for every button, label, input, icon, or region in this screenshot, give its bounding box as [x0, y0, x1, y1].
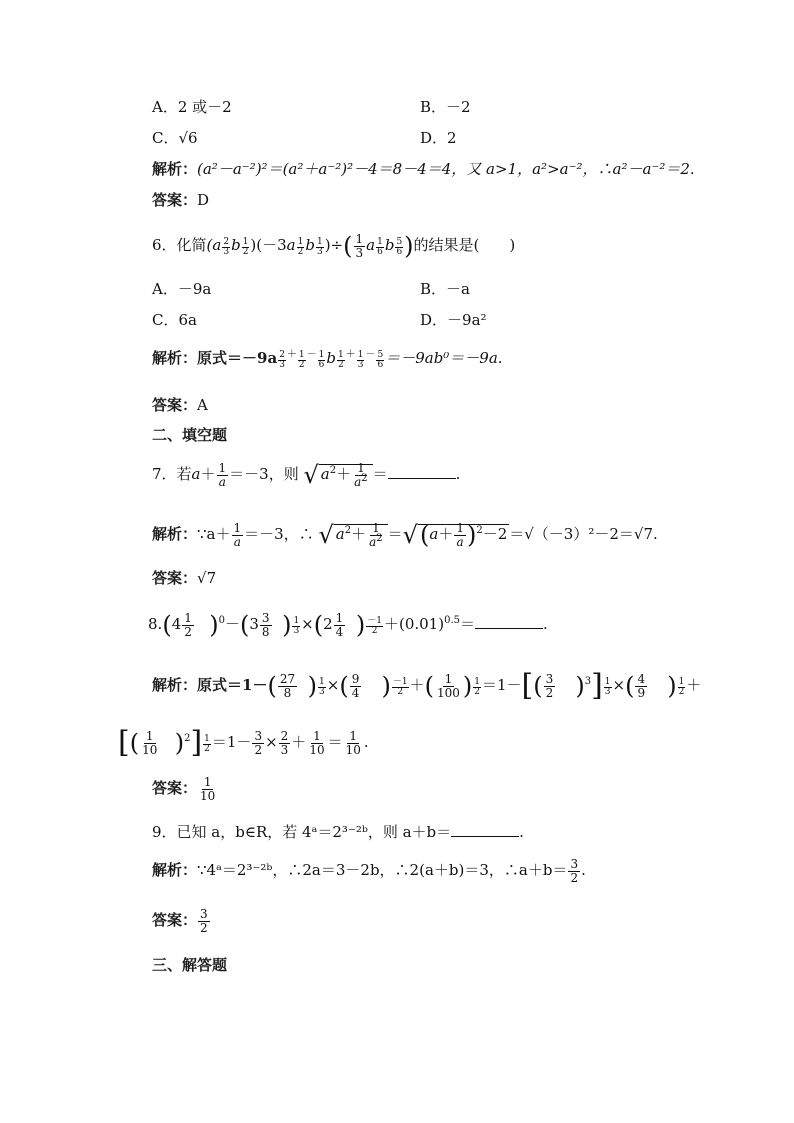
q8-stem: 8.(4 $\frac{1}{2}$ )$^0$－(3 $\frac{3}{8}$ ) $\frac{1}{3}$ ×(2 $\frac{1}{4}$ ) $\frac{-1}{2}$ $+(0.01)^{0.5}=$ .: [148, 611, 548, 640]
q9-solution-text: ∵4ᵃ＝2³⁻²ᵇ，∴2a＝3－2b，∴2(a＋b)＝3，∴a＋b＝: [197, 861, 568, 880]
q7-stem-mid: ＝－3，则: [229, 465, 299, 484]
q7-stem-end: ＝: [372, 465, 388, 484]
q7-answer: [152, 571, 216, 586]
q8-answer: 答案： $\frac{1}{10}$: [152, 775, 216, 803]
answer-label: 答案：: [152, 569, 198, 587]
section-fill-in-blank-heading: 二、填空题: [152, 426, 228, 444]
solution-label: 解析：: [152, 160, 198, 178]
q8-answer-blank: [475, 627, 543, 629]
answer-label: 答案：: [152, 911, 198, 930]
q5-option-c: C．√6: [152, 129, 198, 147]
solution-label: 解析：: [152, 676, 198, 694]
answer-label: 答案：: [152, 191, 198, 209]
q9-stem: [152, 825, 524, 840]
answer-label: 答案：: [152, 396, 198, 414]
q8-stem-prefix: 8.: [148, 615, 163, 634]
q7-stem: 7．若a＋ $\frac{1}{a}$ ＝－3，则 √ $a^2+$ $\frac{1}{a^2}$ ＝ .: [152, 461, 461, 490]
q7-stem-prefix: 7．若: [152, 465, 192, 484]
q9-stem-text: 9．已知 a，b∈R，若 4ᵃ＝2³⁻²ᵇ，则 a＋b＝: [152, 823, 452, 841]
q6-solution-prefix: 原式＝－9a: [197, 349, 278, 367]
q5-answer: [152, 193, 209, 208]
solution-label: 解析：: [152, 525, 198, 544]
q5-option-a: A．2 或－2: [152, 98, 232, 116]
q6-option-b: B．－a: [420, 280, 470, 298]
q6-stem-suffix: 的结果是( ): [413, 236, 516, 255]
q6-answer: [152, 398, 208, 413]
q5-solution: [152, 162, 695, 177]
q6-solution-suffix: ＝－9ab⁰＝－9a.: [385, 349, 503, 367]
section-solution-heading: 三、解答题: [152, 956, 228, 974]
q7-answer-value: √7: [197, 569, 217, 587]
q8-solution-line1: 解析：原式＝1－( $\frac{27}{8}$ ) $\frac{1}{3}$ ×( $\frac{9}{4}$ ) $\frac{-1}{2}$ ＋( $\frac{1}{100}$ ) $\frac{1}{2}$ ＝1－[( $\frac{3}{2}$ )$^3$] $\frac{1}{3}$ ×( $\frac{4}{9}$ ) $\frac{1}{2}$ ＋: [152, 668, 702, 703]
q8-stem-end: ＋(0.01): [383, 615, 445, 634]
q8-stem-eq: ＝: [459, 615, 475, 634]
q8-solution-mid: ＝1－: [481, 676, 522, 694]
q7-solution-a: ∵a＋: [197, 525, 231, 544]
q9-answer-blank: [451, 835, 519, 837]
q7-answer-blank: [388, 477, 456, 479]
q8-stem-exp: 0.5: [444, 615, 460, 627]
q7-solution-c: ＝√（－3）²－2＝√7.: [509, 525, 658, 544]
q8-solution-prefix: 原式＝1－: [197, 676, 268, 694]
q7-solution: 解析：∵a＋ $\frac{1}{a}$ ＝－3，∴ √ $a^2+$ $\frac{1}{a^2}$ ＝√(a＋ $\frac{1}{a}$ )$^2$－2 ＝√（－3）²－2＝√7.: [152, 521, 658, 550]
q8-solution-line2-end: ＝1－: [211, 733, 252, 751]
q9-answer: 答案： $\frac{3}{2}$: [152, 907, 208, 935]
q5-answer-value: D: [197, 191, 210, 209]
q9-stem-end: .: [519, 823, 524, 841]
q6-solution: 解析：原式＝－9a $\frac{2}{3}$ ＋ $\frac{1}{2}$ － $\frac{1}{6}$ b $\frac{1}{2}$ ＋ $\frac{1}{3}$ － $\frac{5}{6}$ ＝－9ab⁰＝－9a.: [152, 349, 503, 370]
q8-solution-line2: [( $\frac{1}{10}$ )$^2$] $\frac{1}{2}$ ＝1－ $\frac{3}{2}$ × $\frac{2}{3}$ ＋ $\frac{1}{10}$ ＝ $\frac{1}{10}$ .: [118, 725, 369, 760]
q6-answer-value: A: [197, 396, 208, 414]
q5-solution-text: (a²－a⁻²)²＝(a²＋a⁻²)²－4＝8－4＝4，又 a>1，a²>a⁻²，∴a²－a⁻²＝2.: [197, 160, 695, 178]
q6-option-c: C．6a: [152, 311, 197, 329]
q5-option-b: B．－2: [420, 98, 471, 116]
q6-option-a: A．－9a: [152, 280, 212, 298]
q6-stem: 6．化简(a $\frac{2}{3}$ b $\frac{1}{2}$ )(－3a $\frac{1}{2}$ b $\frac{1}{3}$ )÷( $\frac{1}{3}$ a $\frac{1}{6}$ b $\frac{5}{6}$ )的结果是( ): [152, 232, 516, 261]
q5-option-d: D．2: [420, 129, 457, 147]
q7-solution-b: ＝－3，∴: [244, 525, 314, 544]
q6-option-d: D．－9a²: [420, 311, 487, 329]
solution-label: 解析：: [152, 349, 198, 367]
solution-label: 解析：: [152, 861, 198, 880]
q6-stem-prefix: 6．化简: [152, 236, 207, 255]
q9-solution: 解析：∵4ᵃ＝2³⁻²ᵇ，∴2a＝3－2b，∴2(a＋b)＝3，∴a＋b＝ $\frac{3}{2}$ .: [152, 857, 586, 885]
answer-label: 答案：: [152, 779, 198, 798]
